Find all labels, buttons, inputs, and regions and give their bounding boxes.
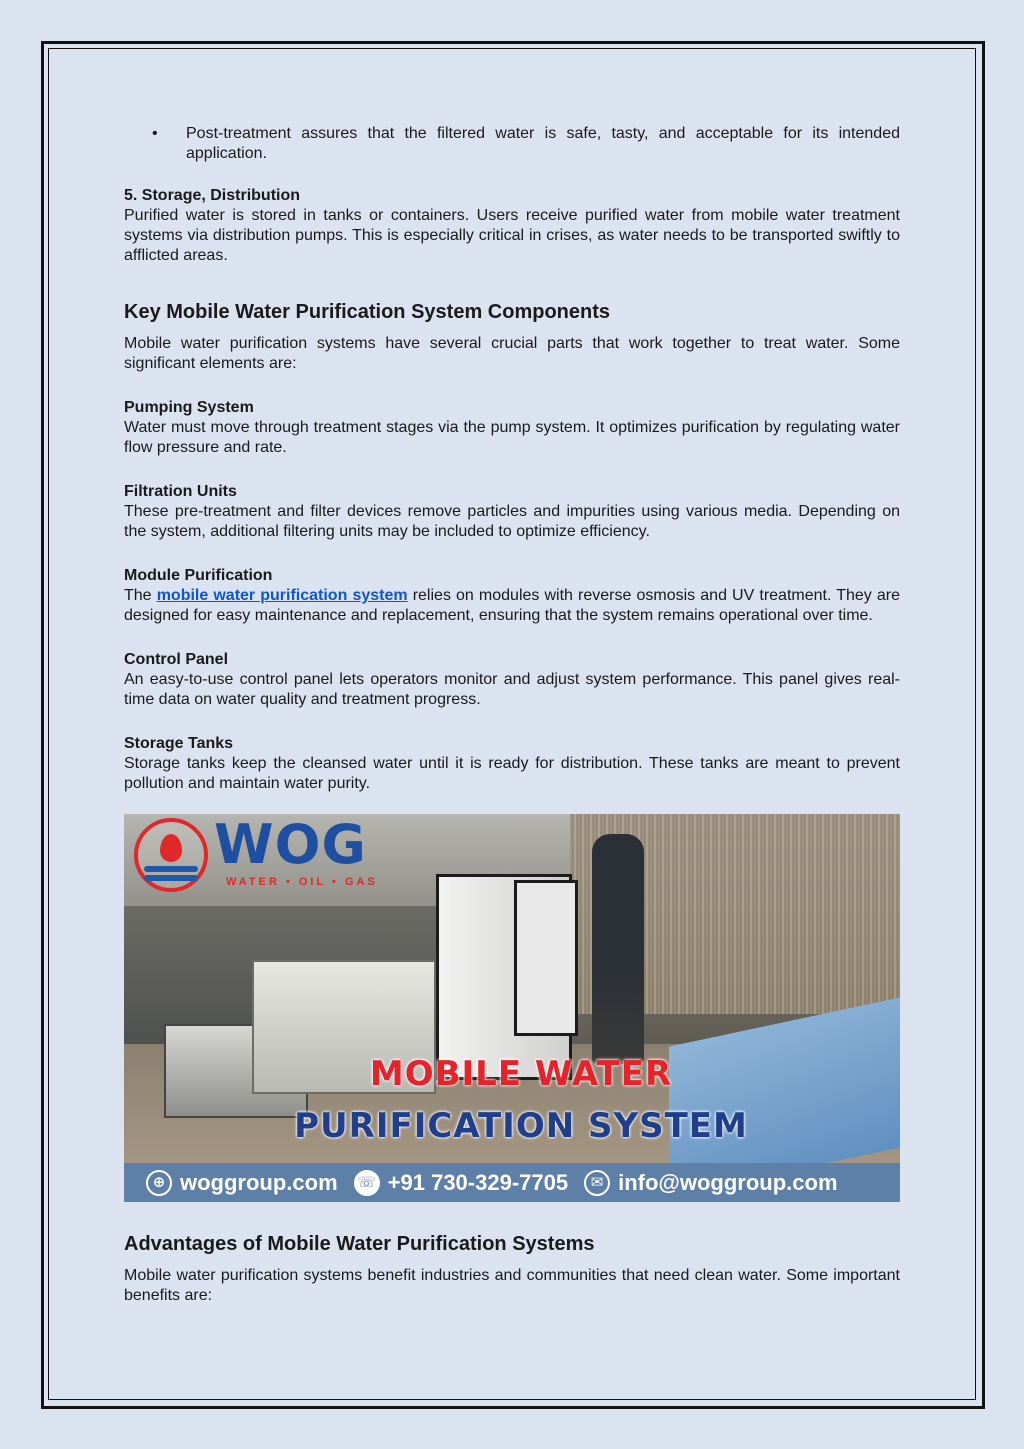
document-body [124,124,900,1306]
advantages-heading: Advantages of Mobile Water Purification Systems [124,1233,595,1255]
wog-logo [134,814,378,892]
advantages-intro: Mobile water purification systems benefit industries and communities that need clean water. Some important benefits are: [124,1267,900,1304]
envelope-icon: ✉ [584,1170,610,1196]
banner-operator [592,834,644,1064]
contact-email [584,1170,837,1196]
pumping-system-body: Water must move through treatment stages via the pump system. It optimizes purification by regulating water flow pressure and rate. [124,419,900,456]
storage-tanks-body: Storage tanks keep the cleansed water until it is ready for distribution. These tanks are meant to prevent pollution and maintain water purity. [124,755,900,792]
contact-phone [354,1170,568,1196]
pumping-system-title: Pumping System [124,399,254,416]
filtration-units-title: Filtration Units [124,483,237,500]
control-panel-body: An easy-to-use control panel lets operators monitor and adjust system performance. This panel gives real-time data on water quality and treatment progress. [124,671,900,708]
contact-website [146,1170,338,1196]
components-intro: Mobile water purification systems have several crucial parts that work together to treat water. Some significant elements are: [124,335,900,372]
module-purification-body [124,586,900,626]
wave-icon [144,866,198,872]
wog-logo-tagline: WATER • OIL • GAS [226,876,378,888]
phone-icon: ☏ [354,1170,380,1196]
filtration-units-body: These pre-treatment and filter devices remove particles and impurities using various media. Depending on the system, additional filtering units may be included to optimize efficiency. [124,503,900,540]
website-text: woggroup.com [180,1169,338,1195]
bullet-dot: • [152,125,158,142]
banner-contact-bar [124,1163,900,1202]
module-purification-title: Module Purification [124,567,273,584]
wave-icon [144,875,198,881]
module-body-suffix: relies on modules with reverse osmosis and UV treatment. They are designed for easy maintenance and replacement, ensuring that the system remains operational over time. [124,587,901,624]
product-banner-image [124,814,900,1202]
banner-control-cabinet [514,880,578,1036]
banner-title-line1: MOBILE WATER [369,1054,673,1094]
email-text: info@woggroup.com [618,1169,838,1195]
control-panel-title: Control Panel [124,651,229,668]
storage-distribution-body: Purified water is stored in tanks or containers. Users receive purified water from mobile water treatment systems via distribution pumps. This is especially critical in crises, as water needs to be transported swiftly to afflicted areas. [124,207,900,264]
banner-title-line2: PURIFICATION SYSTEM [294,1106,748,1146]
mobile-water-purification-link[interactable]: mobile water purification system [156,587,408,604]
water-drop-icon [160,834,182,862]
module-body-prefix: The [124,587,152,604]
components-heading: Key Mobile Water Purification System Components [124,301,611,323]
bullet-text: Post-treatment assures that the filtered water is safe, tasty, and acceptable for its intended application. [186,125,900,162]
wog-logo-text: WOG [214,814,367,876]
storage-tanks-title: Storage Tanks [124,735,234,752]
phone-text: +91 730-329-7705 [387,1169,569,1195]
storage-distribution-title: 5. Storage, Distribution [124,187,301,204]
bullet-item [152,124,900,164]
globe-icon: ⊕ [146,1170,172,1196]
wog-logo-icon [134,818,208,892]
